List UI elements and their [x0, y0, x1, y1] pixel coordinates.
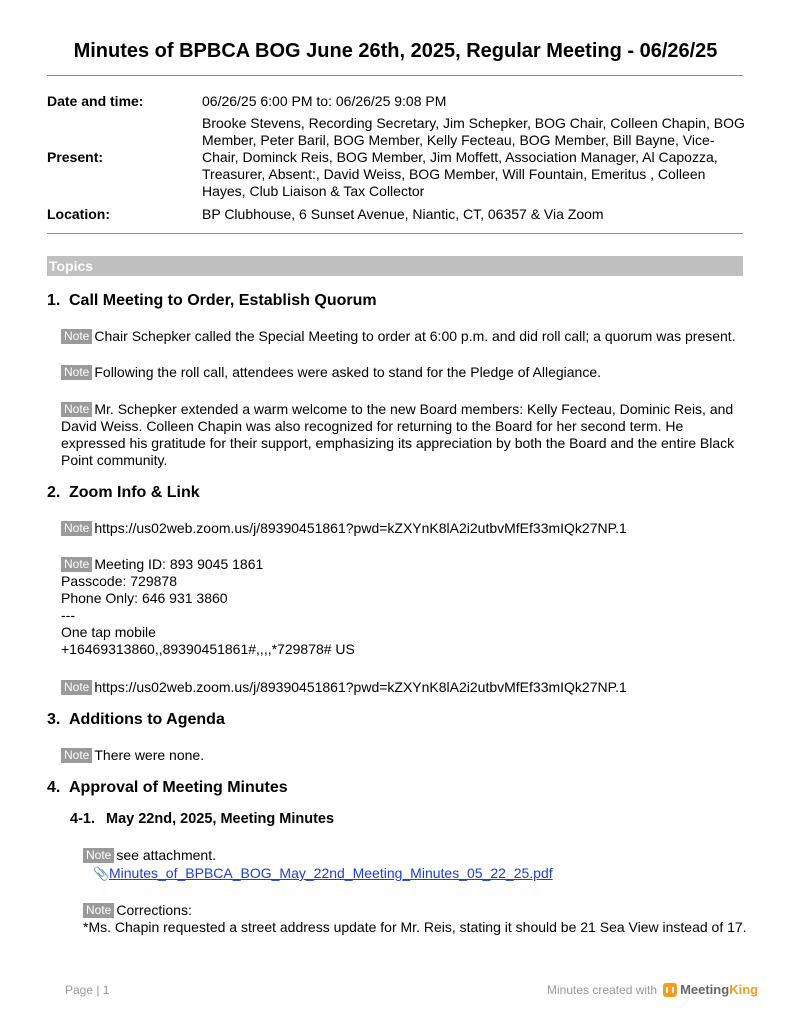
- brand-name: [680, 982, 758, 997]
- note-text: Meeting ID: 893 9045 1861 Passcode: 729878 Phone Only: 646 931 3860 --- One tap mobile +16469313860,,89390451861#,,,,*729878# US: [61, 556, 355, 657]
- note-text: There were none.: [94, 747, 205, 763]
- note-badge: Note: [83, 903, 114, 918]
- topic-heading: [47, 291, 377, 311]
- date-value: 06/26/25 6:00 PM to: 06/26/25 9:08 PM: [202, 93, 447, 109]
- meetingking-logo-icon: [663, 983, 677, 997]
- topic-heading: [47, 710, 225, 730]
- page-number: Page | 1: [65, 983, 110, 997]
- note-badge: Note: [61, 402, 92, 417]
- topic-number: 2.: [47, 484, 61, 501]
- note-badge: Note: [61, 748, 92, 763]
- footer-credit: [547, 982, 758, 997]
- note: [83, 902, 749, 936]
- note: [61, 364, 749, 381]
- attachment: [93, 865, 553, 882]
- present-label: Present:: [47, 149, 104, 165]
- note-badge: Note: [61, 521, 92, 536]
- note-text: Corrections: *Ms. Chapin requested a street address update for Mr. Reis, stating it should be 21 Sea View instead of 17.: [83, 902, 747, 935]
- present-value: Brooke Stevens, Recording Secretary, Jim Schepker, BOG Chair, Colleen Chapin, BOG Member, Peter Baril, BOG Member, Kelly Fecteau, BOG Member, Bill Bayne, Vice-Chair, Dominck Reis, BOG Member, Jim Moffett, Association Manager, Al Capozza, Treasurer, Absent:, David Weiss, BOG Member, Will Fountain, Emeritus , Colleen Hayes, Club Liaison & Tax Collector: [202, 115, 745, 199]
- note: [83, 847, 749, 864]
- topic-title: Zoom Info & Link: [69, 484, 200, 501]
- note-text: https://us02web.zoom.us/j/89390451861?pwd=kZXYnK8lA2i2utbvMfEf33mIQk27NP.1: [94, 679, 627, 695]
- note-text: https://us02web.zoom.us/j/89390451861?pwd=kZXYnK8lA2i2utbvMfEf33mIQk27NP.1: [94, 520, 627, 536]
- topic-heading: [47, 483, 200, 503]
- topic-title: Approval of Meeting Minutes: [69, 779, 288, 796]
- paperclip-icon: 📎: [93, 866, 110, 881]
- brand-name-b: King: [729, 982, 759, 997]
- topics-heading: Topics: [47, 256, 743, 276]
- note-text: see attachment.: [116, 847, 216, 863]
- subtopic-number: 4-1.: [70, 811, 95, 827]
- created-with-text: Minutes created with: [547, 982, 658, 997]
- note-text: Mr. Schepker extended a warm welcome to the new Board members: Kelly Fecteau, Dominic Reis, and David Weiss. Colleen Chapin was also recognized for returning to the Board for her second term. He expressed his gratitude for their support, emphasizing its appreciation by both the Board and the entire Black Point community.: [61, 401, 739, 468]
- note: [61, 556, 749, 658]
- topic-title: Additions to Agenda: [69, 711, 225, 728]
- note: [61, 679, 749, 696]
- note-badge: Note: [61, 680, 92, 695]
- note-text: Chair Schepker called the Special Meeting to order at 6:00 p.m. and did roll call; a quorum was present.: [94, 328, 736, 344]
- note: [61, 747, 749, 764]
- brand-name-a: Meeting: [680, 982, 730, 997]
- subtopic-title: May 22nd, 2025, Meeting Minutes: [106, 811, 335, 827]
- note-text: Following the roll call, attendees were asked to stand for the Pledge of Allegiance.: [94, 364, 601, 380]
- note-badge: Note: [61, 557, 92, 572]
- meta-divider: [47, 233, 743, 234]
- topic-heading: [47, 778, 288, 798]
- topic-number: 1.: [47, 292, 61, 309]
- note: [61, 401, 749, 469]
- title-divider: [47, 75, 743, 76]
- date-label: Date and time:: [47, 93, 144, 109]
- topic-title: Call Meeting to Order, Establish Quorum: [69, 292, 377, 309]
- location-value: BP Clubhouse, 6 Sunset Avenue, Niantic, CT, 06357 & Via Zoom: [202, 206, 604, 222]
- note: [61, 328, 749, 345]
- attachment-link[interactable]: Minutes_of_BPBCA_BOG_May_22nd_Meeting_Minutes_05_22_25.pdf: [109, 865, 553, 881]
- note-badge: Note: [61, 365, 92, 380]
- topic-number: 4.: [47, 779, 61, 796]
- note-badge: Note: [83, 848, 114, 863]
- note: [61, 520, 749, 537]
- location-label: Location:: [47, 206, 110, 222]
- topic-number: 3.: [47, 711, 61, 728]
- page-title: Minutes of BPBCA BOG June 26th, 2025, Regular Meeting - 06/26/25: [73, 40, 718, 62]
- note-badge: Note: [61, 329, 92, 344]
- subtopic-heading: [70, 810, 334, 828]
